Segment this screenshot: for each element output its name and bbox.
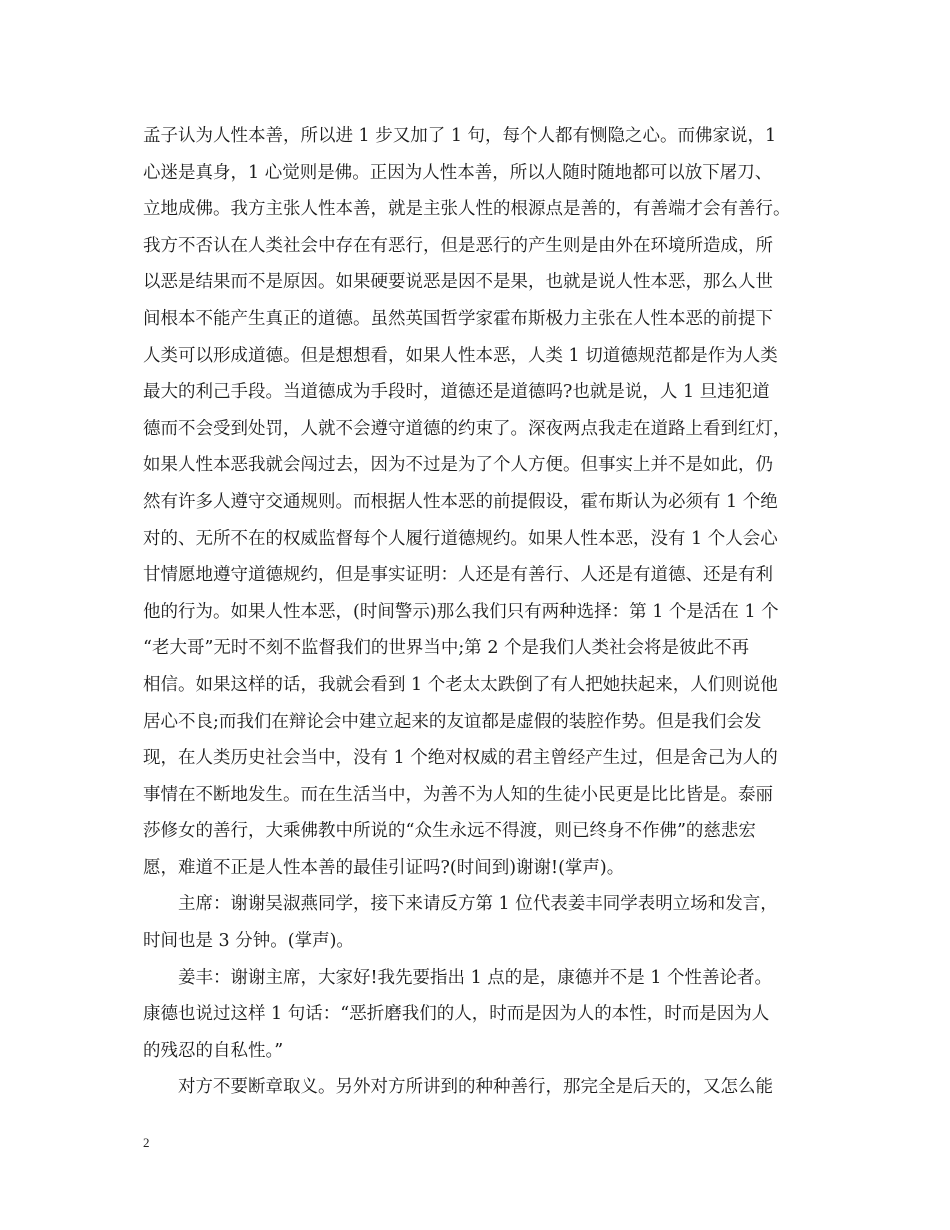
text-line: 甘情愿地遵守道德规约，但是事实证明：人还是有善行、人还是有道德、还是有利 xyxy=(143,565,773,586)
text-line: 现，在人类历史社会当中，没有 1 个绝对权威的君主曾经产生过，但是舍己为人的 xyxy=(143,748,778,769)
text-line: 事情在不断地发生。而在生活当中，为善不为人知的生徒小民更是比比皆是。泰丽 xyxy=(143,784,773,805)
text-line: 最大的利己手段。当道德成为手段时，道德还是道德吗?也就是说，人 1 旦违犯道 xyxy=(143,382,770,403)
text-line: 间根本不能产生真正的道德。虽然英国哲学家霍布斯极力主张在人性本恶的前提下 xyxy=(143,308,773,329)
text-line: 孟子认为人性本善，所以进 1 步又加了 1 句，每个人都有恻隐之心。而佛家说，1 xyxy=(143,126,777,146)
document-body xyxy=(143,118,833,1106)
text-line: 心迷是真身，1 心觉则是佛。正因为人性本善，所以人随时随地都可以放下屠刀、 xyxy=(143,162,773,183)
page-number: 2 xyxy=(143,1135,150,1150)
text-line: 姜丰：谢谢主席，大家好!我先要指出 1 点的是，康德并不是 1 个性善论者。 xyxy=(178,967,773,988)
text-line: 时间也是 3 分钟。(掌声)。 xyxy=(143,931,354,952)
text-line: 以恶是结果而不是原因。如果硬要说恶是因不是果，也就是说人性本恶，那么人世 xyxy=(143,272,773,293)
text-line: 然有许多人遵守交通规则。而根据人性本恶的前提假设，霍布斯认为必须有 1 个绝 xyxy=(143,491,778,512)
text-line: 如果人性本恶我就会闯过去，因为不过是为了个人方便。但事实上并不是如此，仍 xyxy=(143,455,773,476)
text-line: 对的、无所不在的权威监督每个人履行道德规约。如果人性本恶，没有 1 个人会心 xyxy=(143,528,778,549)
text-line: 对方不要断章取义。另外对方所讲到的种种善行，那完全是后天的，又怎么能 xyxy=(178,1077,773,1098)
text-line: 人类可以形成道德。但是想想看，如果人性本恶，人类 1 切道德规范都是作为人类 xyxy=(143,345,778,366)
text-line: 我方不否认在人类社会中存在有恶行，但是恶行的产生则是由外在环境所造成，所 xyxy=(143,235,773,256)
text-line: 的残忍的自私性。” xyxy=(143,1040,284,1061)
text-line: 德而不会受到处罚，人就不会遵守道德的约束了。深夜两点我走在道路上看到红灯， xyxy=(143,418,791,439)
text-line: 主席：谢谢吴淑燕同学，接下来请反方第 1 位代表姜丰同学表明立场和发言， xyxy=(178,894,778,915)
text-line: 居心不良;而我们在辩论会中建立起来的友谊都是虚假的装腔作势。但是我们会发 xyxy=(143,711,762,732)
text-line: 他的行为。如果人性本恶，(时间警示)那么我们只有两种选择：第 1 个是活在 1 个 xyxy=(143,601,779,622)
text-line: 愿，难道不正是人性本善的最佳引证吗?(时间到)谢谢!(掌声)。 xyxy=(143,857,625,878)
text-line: 康德也说过这样 1 句话：“恶折磨我们的人，时而是因为人的本性，时而是因为人 xyxy=(143,1004,770,1025)
text-line: 相信。如果这样的话，我就会看到 1 个老太太跌倒了有人把她扶起来，人们则说他 xyxy=(143,674,778,695)
text-line: “老大哥”无时不刻不监督我们的世界当中;第 2 个是我们人类社会将是彼此不再 xyxy=(143,638,750,659)
text-line: 立地成佛。我方主张人性本善，就是主张人性的根源点是善的，有善端才会有善行。 xyxy=(143,199,791,220)
text-line: 莎修女的善行，大乘佛教中所说的“众生永远不得渡，则已终身不作佛”的慈悲宏 xyxy=(143,821,756,842)
